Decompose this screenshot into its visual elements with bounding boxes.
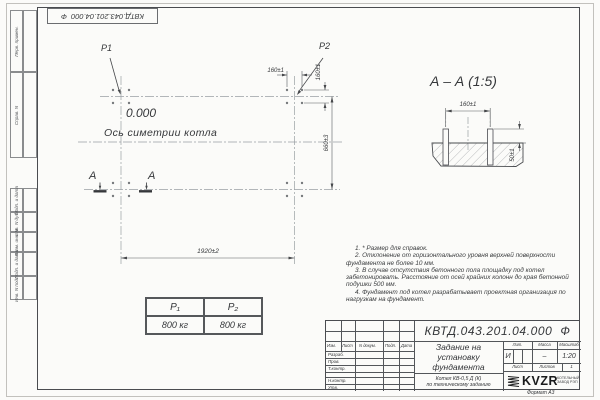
kvzr-logo-sub1: КОТЕЛЬНЫЙ bbox=[557, 376, 580, 380]
kvzr-logo-text: KVZR bbox=[522, 374, 559, 388]
tb-subtitle-line1: Котел КВ-0,5 Д (К) bbox=[435, 375, 482, 382]
load-table-value-p1: 800 кг bbox=[146, 316, 204, 334]
tb-col-data: Дата bbox=[401, 343, 413, 348]
load-table-value-p2: 800 кг bbox=[204, 316, 262, 334]
dim-label-160-horizontal: 160±1 bbox=[267, 68, 284, 74]
tb-title-line2: установку bbox=[437, 352, 480, 362]
margin-stamp-label: Подп. и дата bbox=[14, 249, 20, 279]
margin-stamp-perv-primen bbox=[10, 10, 23, 72]
tb-listov-header: Листов bbox=[539, 363, 555, 369]
margin-stamp-label: Инв. N подл. bbox=[14, 274, 20, 302]
margin-stamp-cell bbox=[23, 252, 37, 276]
tb-title-line1: Задание на bbox=[435, 342, 482, 352]
tb-title bbox=[414, 341, 503, 373]
tb-row-nkontr: Н.контр. bbox=[328, 377, 347, 383]
dim-label-section-160: 160±1 bbox=[459, 102, 477, 108]
tb-mass-header: Масса bbox=[538, 341, 551, 347]
kvzr-logo-subtext bbox=[557, 376, 580, 385]
margin-stamp-podp-data-2 bbox=[10, 249, 23, 279]
tb-col-podp: Подп. bbox=[385, 343, 397, 348]
margin-stamp-label: Справ. N bbox=[14, 105, 20, 125]
tb-line bbox=[326, 331, 414, 332]
tb-row-razrab: Разраб. bbox=[328, 351, 344, 357]
load-table-header-p2: Р₂ bbox=[204, 298, 262, 316]
note-1: 1. * Размер для справок. bbox=[355, 245, 428, 252]
section-letter-right: А bbox=[148, 170, 156, 182]
tb-col-list: Лист bbox=[342, 343, 353, 348]
load-label-p2: Р2 bbox=[319, 41, 331, 51]
section-letter-left: А bbox=[89, 170, 97, 182]
dim-label-660: 660±3 bbox=[324, 134, 330, 152]
margin-stamp-inv-podl bbox=[10, 276, 23, 300]
rotated-doc-number-text: КВТД.043.201.04.000 Ф bbox=[61, 11, 144, 21]
tb-line bbox=[522, 349, 523, 363]
tb-line bbox=[326, 384, 414, 385]
dim-label-1920: 1920±2 bbox=[197, 248, 219, 255]
tb-mass-value: – bbox=[542, 352, 547, 360]
tb-subtitle-line2: по техническому заданию bbox=[426, 382, 491, 388]
tb-title-line3: фундамента bbox=[432, 362, 485, 372]
note-2: 2. Отклонение от горизонтального уровня верхней поверхности фундамента не более 10 мм. bbox=[346, 252, 556, 267]
margin-stamp-cell bbox=[23, 232, 37, 252]
section-view-title: А – А (1:5) bbox=[430, 73, 497, 89]
notes-block bbox=[346, 245, 586, 303]
margin-stamp-sprav-n bbox=[10, 72, 23, 158]
tb-list-header: Лист bbox=[512, 363, 523, 369]
load-label-p1: Р1 bbox=[101, 43, 113, 53]
margin-stamp-cell bbox=[23, 72, 37, 158]
tb-col-doc: N докум. bbox=[359, 343, 376, 348]
tb-listov-value: 1 bbox=[570, 363, 573, 369]
tb-lit-value: И bbox=[505, 351, 511, 361]
tb-logo-area bbox=[503, 371, 581, 391]
margin-stamp-cell bbox=[23, 10, 37, 72]
margin-stamp-cell bbox=[23, 188, 37, 212]
tb-row-utv: Утв. bbox=[328, 384, 338, 390]
margin-stamp-cell bbox=[23, 212, 37, 232]
margin-stamp-label: Подп. и дата bbox=[14, 185, 20, 215]
tb-subtitle bbox=[414, 373, 503, 391]
margin-stamp-label: Инв. N дубл. bbox=[14, 208, 19, 236]
kvzr-logo-sub2: ЗАВОД РЭП bbox=[557, 380, 578, 385]
margin-stamp-label: Взам. инв. N bbox=[14, 228, 20, 256]
load-table-header-p1: Р₁ bbox=[146, 298, 204, 316]
tb-row-prov: Пров. bbox=[328, 358, 340, 364]
note-3: 3. В случае отсутствия бетонного пола площадку под котел забетонировать. Расстояние от осей крайних колонн до края бетонной подушки 500 мм. bbox=[346, 266, 569, 289]
tb-lit-header: Лит. bbox=[512, 341, 523, 347]
rotated-doc-number-stamp bbox=[47, 8, 158, 24]
dim-label-160-vertical: 160±1 bbox=[316, 63, 322, 81]
tb-doc-number: КВТД.043.201.04.000 Ф bbox=[424, 324, 571, 338]
boiler-axis-label: Ось симетрии котла bbox=[104, 127, 218, 139]
margin-stamp-cell bbox=[23, 276, 37, 300]
tb-scale-header: Масштаб bbox=[559, 341, 579, 347]
tb-line bbox=[326, 372, 414, 373]
tb-line bbox=[513, 349, 514, 363]
tb-scale-value: 1:20 bbox=[562, 352, 576, 360]
margin-stamp-label: Перв. примен. bbox=[14, 25, 20, 57]
dim-label-section-50: 50±1 bbox=[510, 148, 516, 162]
tb-col-izm: Изм. bbox=[327, 343, 336, 348]
elevation-mark: 0.000 bbox=[126, 106, 157, 120]
title-block bbox=[325, 320, 580, 390]
kvzr-coil-icon bbox=[507, 375, 520, 388]
tb-row-tkontr: Т.контр. bbox=[328, 365, 346, 371]
format-label: Формат А3 bbox=[527, 390, 555, 396]
note-4: 4. Фундамент под котел разрабатывает проектная организация по нагрузкам на фундамент. bbox=[346, 288, 566, 304]
load-table bbox=[145, 297, 263, 335]
